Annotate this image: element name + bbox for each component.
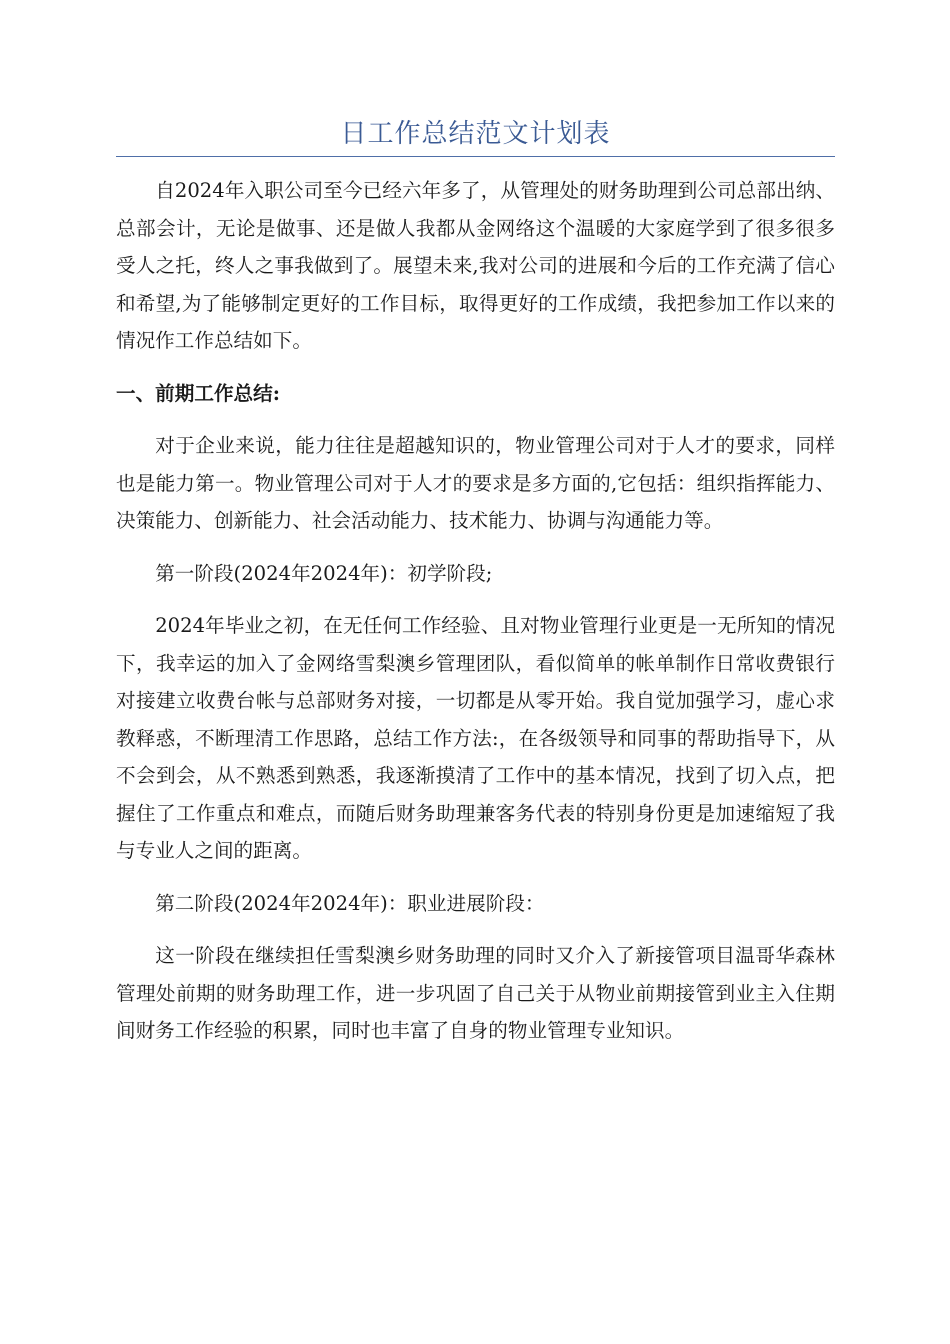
document-title: 日工作总结范文计划表 [340,119,611,149]
document-body [116,172,835,1065]
section-heading: 一、前期工作总结: [116,381,280,405]
stage-one-heading: 第一阶段(2024年2024年)：初学阶段; [155,561,493,585]
body-paragraph: 对于企业来说，能力往往是超越知识的，物业管理公司对于人才的要求，同样也是能力第一。物业管理公司对于人才的要求是多方面的,它包括：组织指挥能力、决策能力、创新能力、社会活动能力、技术能力、协调与沟通能力等。 [116,434,835,532]
title-block [116,112,835,157]
intro-paragraph: 自2024年入职公司至今已经六年多了，从管理处的财务助理到公司总部出纳、总部会计，无论是做事、还是做人我都从金网络这个温暖的大家庭学到了很多很多受人之托，终人之事我做到了。展望未来,我对公司的进展和今后的工作充满了信心和希望,为了能够制定更好的工作目标，取得更好的工作成绩，我把参加工作以来的情况作工作总结如下。 [116,179,835,352]
stage-two-heading: 第二阶段(2024年2024年)：职业进展阶段： [155,891,545,915]
body-paragraph: 2024年毕业之初，在无任何工作经验、且对物业管理行业更是一无所知的情况下，我幸运的加入了金网络雪梨澳乡管理团队，看似简单的帐单制作日常收费银行对接建立收费台帐与总部财务对接，一切都是从零开始。我自觉加强学习，虚心求教释惑，不断理清工作思路，总结工作方法:，在各级领导和同事的帮助指导下，从不会到会，从不熟悉到熟悉，我逐渐摸清了工作中的基本情况，找到了切入点，把握住了工作重点和难点，而随后财务助理兼客务代表的特别身份更是加速缩短了我与专业人之间的距离。 [116,614,835,862]
body-paragraph: 这一阶段在继续担任雪梨澳乡财务助理的同时又介入了新接管项目温哥华森林管理处前期的财务助理工作，进一步巩固了自己关于从物业前期接管到业主入住期间财务工作经验的积累，同时也丰富了自身的物业管理专业知识。 [116,944,835,1042]
